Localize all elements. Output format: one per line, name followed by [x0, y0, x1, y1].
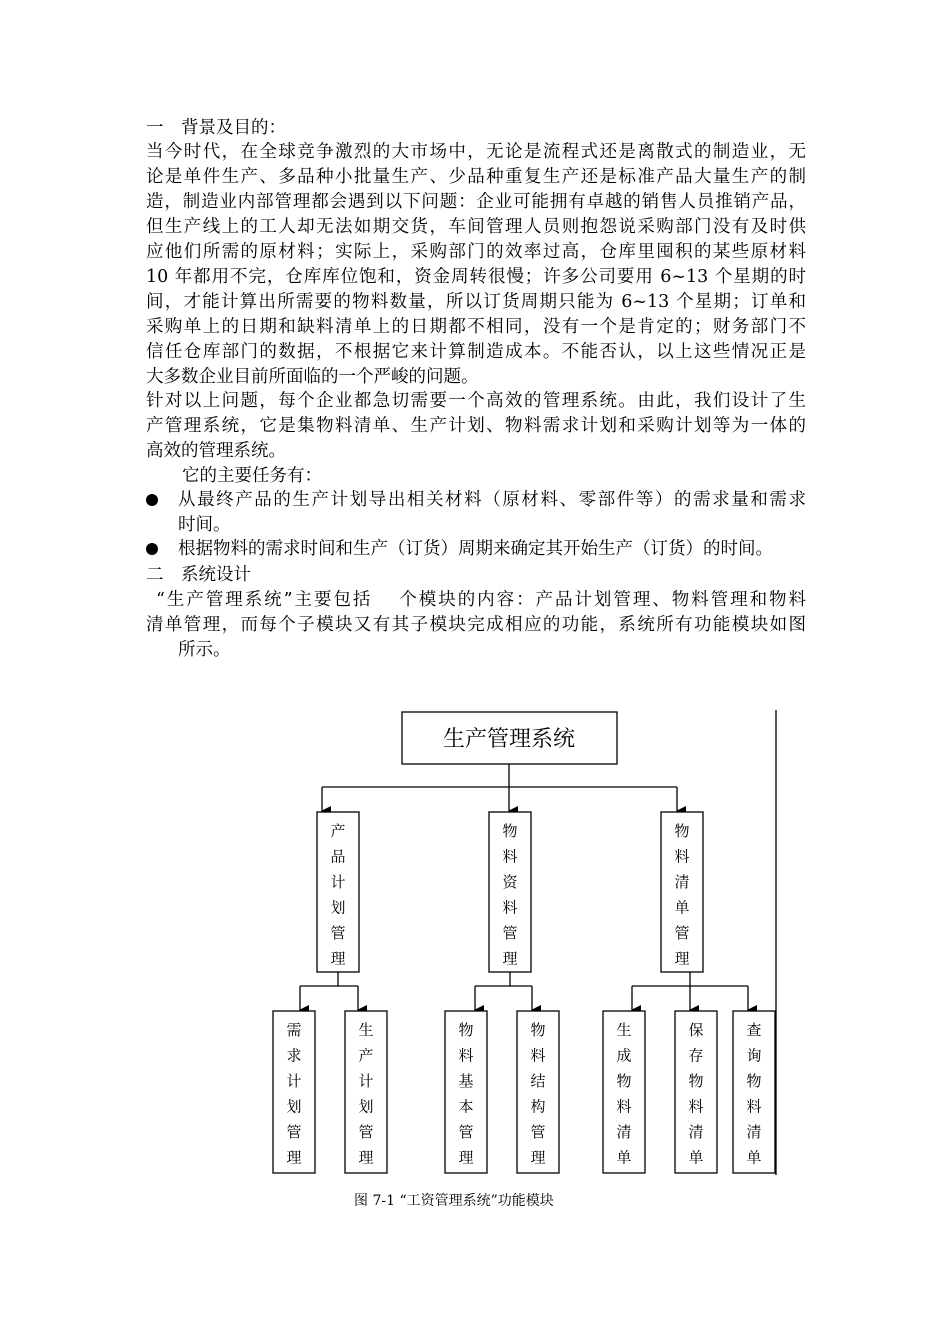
para1-line: 10 年都用不完，仓库库位饱和，资金周转很慢；许多公司要用 6~13 个星期的时 — [146, 267, 806, 287]
para2-line: 高效的管理系统。 — [146, 441, 286, 461]
level2-label-generate-bom: 生成物料清单 — [616, 1021, 632, 1167]
level1-label-product-plan: 产品计划管理 — [330, 822, 346, 968]
level2-label-production-plan: 生产计划管理 — [358, 1021, 374, 1167]
para2-line: 产管理系统，它是集物料清单、生产计划、物料需求计划和采购计划等为一体的 — [146, 416, 806, 436]
section2-heading: 二 系统设计 — [146, 565, 251, 585]
level2-label-material-basic: 物料基本管理 — [458, 1021, 474, 1167]
tasks-intro: 它的主要任务有： — [182, 466, 322, 486]
root-label: 生产管理系统 — [442, 727, 576, 752]
para1-line: 造，制造业内部管理都会遇到以下问题：企业可能拥有卓越的销售人员推销产品， — [146, 192, 806, 212]
level2-label-query-bom: 查询物料清单 — [746, 1021, 762, 1167]
section2-line: 所示。 — [178, 640, 231, 660]
level2-label-material-structure: 物料结构管理 — [530, 1021, 546, 1167]
section2-line: “生产管理系统”主要包括 个模块的内容：产品计划管理、物料管理和物料 — [156, 590, 806, 610]
bullet2-line: 根据物料的需求时间和生产（订货）周期来确定其开始生产（订货）的时间。 — [178, 539, 773, 559]
level2-label-save-bom: 保存物料清单 — [688, 1021, 704, 1167]
para1-line: 大多数企业目前所面临的一个严峻的问题。 — [146, 367, 479, 387]
level1-label-material-data: 物料资料管理 — [502, 822, 518, 968]
para1-line: 当今时代，在全球竞争激烈的大市场中，无论是流程式还是离散式的制造业，无 — [146, 142, 806, 162]
para1-line: 信任仓库部门的数据，不根据它来计算制造成本。不能否认，以上这些情况正是 — [146, 342, 806, 362]
para1-line: 应他们所需的原材料；实际上，采购部门的效率过高，仓库里囤积的某些原材料 — [146, 242, 806, 262]
section2-line: 清单管理，而每个子模块又有其子模块完成相应的功能，系统所有功能模块如图 — [146, 615, 806, 635]
para1-line: 采购单上的日期和缺料清单上的日期都不相同，没有一个是肯定的；财务部门不 — [146, 317, 806, 337]
para1-line: 但生产线上的工人却无法如期交货，车间管理人员则抱怨说采购部门没有及时供 — [146, 217, 806, 237]
para1-line: 间，才能计算出所需要的物料数量，所以订货周期只能为 6~13 个星期；订单和 — [146, 292, 806, 312]
section1-heading: 一 背景及目的： — [146, 118, 286, 138]
bullet1-line: 从最终产品的生产计划导出相关材料（原材料、零部件等）的需求量和需求 — [178, 490, 806, 510]
para2-line: 针对以上问题，每个企业都急切需要一个高效的管理系统。由此，我们设计了生 — [146, 391, 806, 411]
bullet1-line: 时间。 — [178, 515, 231, 535]
figure-caption: 图 7-1 “工资管理系统”功能模块 — [354, 1193, 554, 1209]
level2-label-demand-plan: 需求计划管理 — [286, 1021, 302, 1167]
level1-label-bom: 物料清单管理 — [674, 822, 690, 968]
para1-line: 论是单件生产、多品种小批量生产、少品种重复生产还是标准产品大量生产的制 — [146, 167, 806, 187]
